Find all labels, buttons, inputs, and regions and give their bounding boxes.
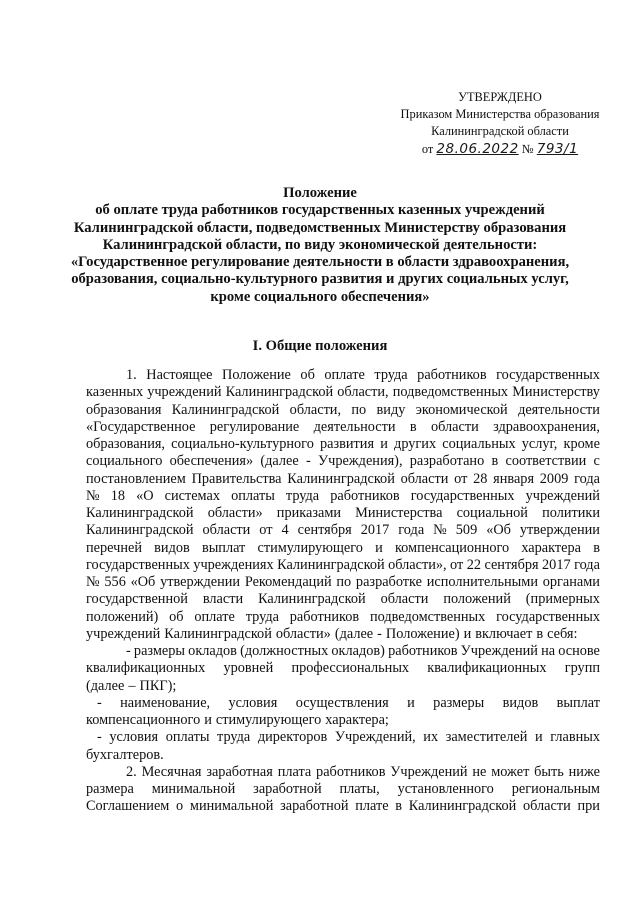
body-word: услуг, [521,436,558,452]
body-word: политики [542,505,600,521]
body-word: ПКГ); [139,677,177,694]
body-word: Учреждений [390,763,468,780]
body-word: (далее [260,453,299,470]
body-word: плате [355,798,389,815]
body-line [86,540,600,557]
body-word: 2017 [542,556,571,573]
body-word: работников [316,763,386,780]
body-word: - [377,625,382,642]
body-word: заработная [206,763,273,780]
body-word: 2. [126,763,137,780]
body-word: экономической [415,401,508,418]
body-word: работников [417,367,487,383]
body-word: плата [277,763,312,780]
body-word: государственных [496,367,600,383]
title-line: «Государственное регулирование деятельности в области здравоохранения, [70,254,570,271]
body-word: Учреждений [460,643,538,659]
body-word: Положение) [385,625,460,642]
body-word: года [574,470,600,487]
body-word: от [450,556,464,573]
title-line: кроме социального обеспечения» [210,288,430,305]
body-line [86,729,600,746]
body-word: ниже [568,763,600,780]
body-word: № [433,522,447,539]
body-word: заработной [253,781,322,797]
body-word: Положение [222,367,291,383]
body-word: деятельности [313,418,396,435]
body-word: исполнительными [426,574,538,590]
body-word: включает [475,625,533,642]
body-line [86,488,600,505]
body-word: 1. [126,367,137,383]
document-title [40,185,600,306]
body-word: Месячная [141,763,202,780]
body-word: себя: [547,625,578,642]
body-word: Калининградской [171,401,280,418]
body-word: 18 [110,487,126,504]
body-word: наименование, [120,694,211,711]
body-word: года [398,522,425,539]
body-word: Рекомендаций [244,574,332,590]
body-word: «Об [130,574,156,590]
body-word: главных [550,729,600,746]
body-word: об [300,367,315,383]
body-word: подведомственных [369,608,486,625]
body-word: Калининградской [277,556,385,573]
body-word: труда [285,487,320,504]
body-line [86,660,600,677]
body-word: разработке [355,574,422,590]
body-word: видов [154,539,190,556]
body-word: соответствии [505,453,587,470]
body-word: государственных [496,608,600,625]
body-word: власти [202,591,244,608]
body-word: области [430,418,479,435]
body-word: сентября [297,522,352,539]
body-word: в [536,625,544,642]
body-word: – [128,677,136,694]
body-line [86,764,600,781]
body-word: - [97,729,102,746]
body-word: Калининградской [287,470,395,487]
body-word: обеспечения» [169,453,254,470]
body-word: перечней [86,539,142,556]
body-word: уровней [223,660,274,677]
body-word: оплате [324,367,365,383]
body-word: может [491,763,530,780]
body-word: приказами [276,505,342,521]
title-line: образования, социально-культурного развития и других социальных услуг, [71,271,569,288]
body-word: виду [376,401,406,418]
body-word: области, [289,401,342,418]
body-word: труда [374,367,408,383]
body-line [86,557,600,574]
body-word: компенсационного [394,539,510,556]
body-line [86,695,600,712]
body-word: выплат [201,539,246,556]
body-word: размеры [433,694,485,711]
body-word: (далее [86,677,125,694]
body-word: Правительства [191,470,282,487]
body-word: года [574,556,600,573]
approval-stamp: УТВЕРЖДЕНО [458,90,542,104]
body-word: социального [86,453,163,470]
body-word: осуществления [295,694,389,711]
body-word: от [259,522,273,539]
body-line [86,609,600,626]
body-word: подведомственных [392,384,509,401]
body-word: от [454,470,468,487]
body-word: заработной [280,798,349,815]
body-word: директоров [257,729,328,746]
body-word: стимулирующего [215,712,322,728]
body-word: работников [289,608,360,625]
body-word: 2017 [360,522,390,539]
body-line [86,367,600,384]
body-word: в [593,539,600,556]
body-word: органами [542,574,600,590]
body-word: и [380,436,388,452]
body-word: «Об [486,522,511,539]
body-word: об [169,608,184,625]
body-word: оплаты [231,487,275,504]
body-word: характера [521,539,581,556]
body-word: № [86,574,100,590]
body-word: видов [502,694,539,711]
body-word: условия [228,694,278,711]
section-heading: I. Общие положения [252,338,388,354]
body-word: труда [245,608,279,625]
body-line [86,678,600,695]
body-word: Министерства [355,505,443,521]
body-word: минимальной [151,781,236,797]
body-word: (должностных [240,643,329,659]
body-word: (далее [334,625,374,642]
body-word: учреждений [86,625,161,642]
body-word: системах [164,487,221,504]
body-word: постановлением [86,470,186,487]
body-line [86,574,600,591]
body-word: оплаты [165,729,210,746]
body-word: выплат [556,694,600,711]
body-word: и [534,729,543,746]
body-word: положений [443,591,511,608]
body-word: стимулирующего [257,539,363,556]
title-line: Калининградской области, подведомственных Министерству образования [73,219,567,236]
body-line [86,471,600,488]
body-word: компенсационного [86,712,201,728]
body-word: о [176,798,184,815]
body-word: Калининградской [225,384,334,401]
body-word: области [380,591,429,608]
body-word: Учреждения), [318,453,403,470]
body-word: 22 [466,556,481,573]
body-line [86,643,600,660]
approval-order-line: Приказом Министерства образования [400,107,600,121]
body-word: и [407,694,415,711]
body-word: Калининградской [258,591,366,608]
body-word: кроме [563,436,600,452]
body-word: - [97,694,102,711]
body-word: учреждениях [193,556,274,573]
body-word: их [423,729,439,746]
body-word: региональным [511,781,600,797]
body-word: и [204,712,212,728]
body-word: по [336,574,352,590]
body-line [86,781,600,798]
body-line [86,419,600,436]
body-word: образования [86,401,162,418]
body-word: не [472,763,487,780]
body-word: минимальной [189,798,274,815]
body-word: социальных [442,436,516,452]
body-word: казенных [86,384,144,401]
body-word: 509 [455,522,478,539]
body-word: № [86,487,100,504]
body-word: и [375,539,383,556]
body-word: окладов) [331,643,385,659]
title-line: Калининградской области, по виду экономической деятельности: [102,236,538,253]
body-word: государственной [86,591,188,608]
body-word: сентября [484,556,539,573]
handwritten-number: 793/1 [536,141,579,157]
body-word: по [351,401,367,418]
body-word: утверждении [519,522,600,539]
body-line [86,402,600,419]
body-word: положений) [86,608,159,625]
body-word: характера; [325,712,389,728]
body-word: (примерных [525,591,600,608]
body-word: условия [109,729,159,746]
body-word: области», [388,556,447,573]
body-word: области» [207,505,263,521]
body-word: Калининградской [408,798,517,815]
body-line [86,591,600,608]
body-word: области [522,798,571,815]
body-word: государственных [86,556,190,573]
body-word: области [400,470,449,487]
body-word: учреждений [525,487,600,504]
body-word: Калининградской [86,522,194,539]
body-word: 556 [104,574,126,590]
body-word: регулирование [209,418,300,435]
body-word: Калининградской [86,505,194,521]
body-line [86,626,600,643]
body-word: 2009 [539,470,569,487]
approval-region-line: Калининградской области [431,124,569,138]
handwritten-date: 28.06.2022 [436,141,519,157]
body-word: оплате [194,608,235,625]
body-word: окладов [188,643,237,659]
body-word: Калининградской [164,625,272,642]
body-word: января [493,470,535,487]
body-word: при [577,798,600,815]
body-word: социальной [456,505,528,521]
number-prefix: № [521,142,534,156]
body-word: области» [275,625,331,642]
body-line [86,522,600,539]
body-word: основе [558,643,600,659]
body-line [86,798,600,815]
body-word: государственных [410,487,515,504]
body-word: образования, [86,436,165,452]
body-word: 4 [281,522,289,539]
body-line [86,453,600,470]
body-word: развития [320,436,375,452]
body-word: размера [86,781,134,797]
body-word: учреждений [147,384,222,401]
body-word: профессиональных [291,660,410,677]
body-word: Учреждений, [334,729,416,746]
body-word: «Государственное [86,418,196,435]
body-word: платы, [339,781,380,797]
body-line [86,505,600,522]
body-word: других [394,436,437,452]
approval-block [390,89,610,158]
body-word: на [541,643,556,659]
body-word: размеры [133,643,186,659]
body-word: быть [534,763,564,780]
body-word: «О [136,487,154,504]
body-word: труда [217,729,251,746]
body-word: Настоящее [146,367,213,383]
body-word: области [202,522,251,539]
body-line [86,384,600,401]
body-line [86,436,600,453]
body-word: работников [388,643,458,659]
body-word: социально-культурного [171,436,314,452]
body-word: деятельности [518,401,600,418]
body-word: и [463,625,472,642]
body-word: утверждении [160,574,241,590]
approval-date-number [390,141,610,158]
title-line: об оплате труда работников государственных казенных учреждений [95,202,545,219]
date-prefix: от [421,142,434,156]
body-word: бухгалтеров. [86,746,164,763]
body-word: групп [564,660,600,677]
body-word: Министерству [512,384,600,401]
body-word: 28 [473,470,488,487]
body-text [86,367,600,816]
body-word: - [126,643,131,659]
body-word: здравоохранения, [493,418,600,435]
body-word: разработано [409,453,485,470]
body-word: области, [337,384,389,401]
body-word: в [395,798,403,815]
body-word: в [409,418,417,435]
body-word: - [305,453,311,470]
body-word: Соглашением [86,798,170,815]
body-line [86,747,600,764]
title-line: Положение [283,185,357,201]
body-word: заместителей [445,729,528,746]
body-line [86,712,600,729]
body-word: квалификационных [86,660,206,677]
body-word: квалификационных [427,660,547,677]
body-word: в [491,453,499,470]
body-word: работников [330,487,400,504]
body-word: с [593,453,600,470]
body-word: установленного [397,781,494,797]
